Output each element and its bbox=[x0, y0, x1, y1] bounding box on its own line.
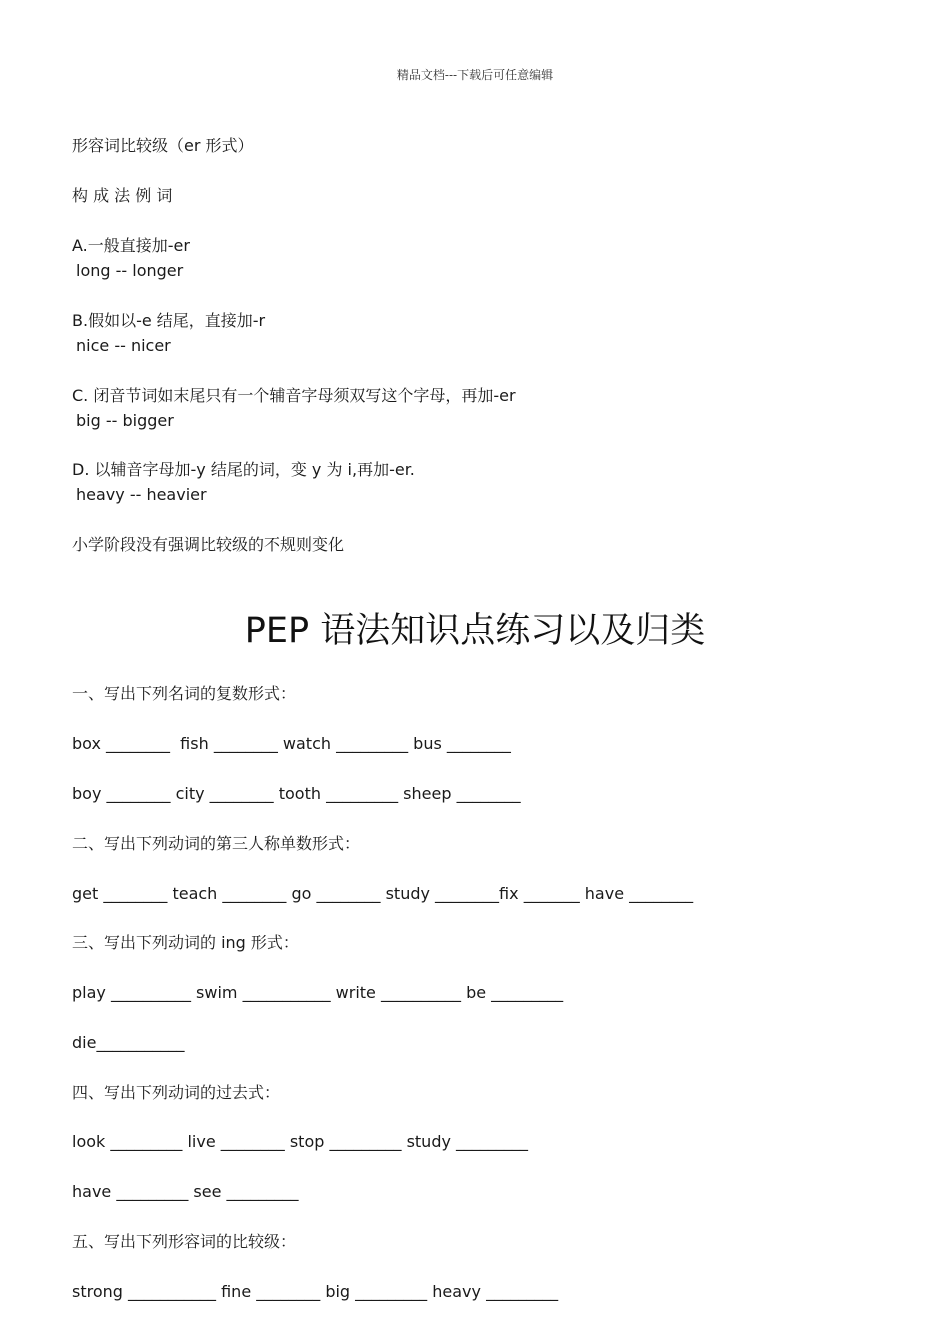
exercise-line: play __________ swim ___________ write __________ be _________ bbox=[72, 983, 564, 1002]
rules-heading: 构 成 法 例 词 bbox=[72, 186, 173, 205]
section-5-heading: 五、写出下列形容词的比较级： bbox=[72, 1232, 297, 1251]
rule-c: C. 闭音节词如末尾只有一个辅音字母须双写这个字母，再加-er bbox=[72, 386, 516, 405]
exercise-line: get ________ teach ________ go ________ study ________fix _______ have ________ bbox=[72, 884, 694, 903]
rule-d: D. 以辅音字母加-y 结尾的词，变 y 为 i,再加-er. bbox=[72, 460, 415, 479]
exercise-line: box ________ fish ________ watch _________ bus ________ bbox=[72, 734, 511, 753]
exercise-line: have _________ see _________ bbox=[72, 1182, 299, 1201]
rule-d-example: heavy -- heavier bbox=[76, 485, 207, 504]
intro-note: 小学阶段没有强调比较级的不规则变化 bbox=[72, 535, 345, 554]
page-header: 精品文档---下载后可任意编辑 bbox=[396, 68, 554, 82]
intro-heading: 形容词比较级（er 形式） bbox=[72, 136, 254, 155]
rule-c-example: big -- bigger bbox=[76, 411, 174, 430]
exercise-line: look _________ live ________ stop _________ study _________ bbox=[72, 1132, 529, 1151]
rule-b-example: nice -- nicer bbox=[76, 336, 171, 355]
section-1-heading: 一、写出下列名词的复数形式： bbox=[72, 684, 297, 703]
rule-a-example: long -- longer bbox=[76, 261, 184, 280]
exercise-line: die___________ bbox=[72, 1033, 185, 1052]
exercise-line: strong ___________ fine ________ big _________ heavy _________ bbox=[72, 1282, 559, 1301]
rule-b: B.假如以-e 结尾，直接加-r bbox=[72, 311, 266, 330]
exercise-line: boy ________ city ________ tooth _________ sheep ________ bbox=[72, 784, 521, 803]
rule-a: A.一般直接加-er bbox=[72, 236, 190, 255]
section-4-heading: 四、写出下列动词的过去式： bbox=[72, 1083, 281, 1102]
page-title: PEP 语法知识点练习以及归类 bbox=[244, 611, 706, 651]
section-3-heading: 三、写出下列动词的 ing 形式： bbox=[72, 933, 299, 952]
section-2-heading: 二、写出下列动词的第三人称单数形式： bbox=[72, 834, 361, 853]
